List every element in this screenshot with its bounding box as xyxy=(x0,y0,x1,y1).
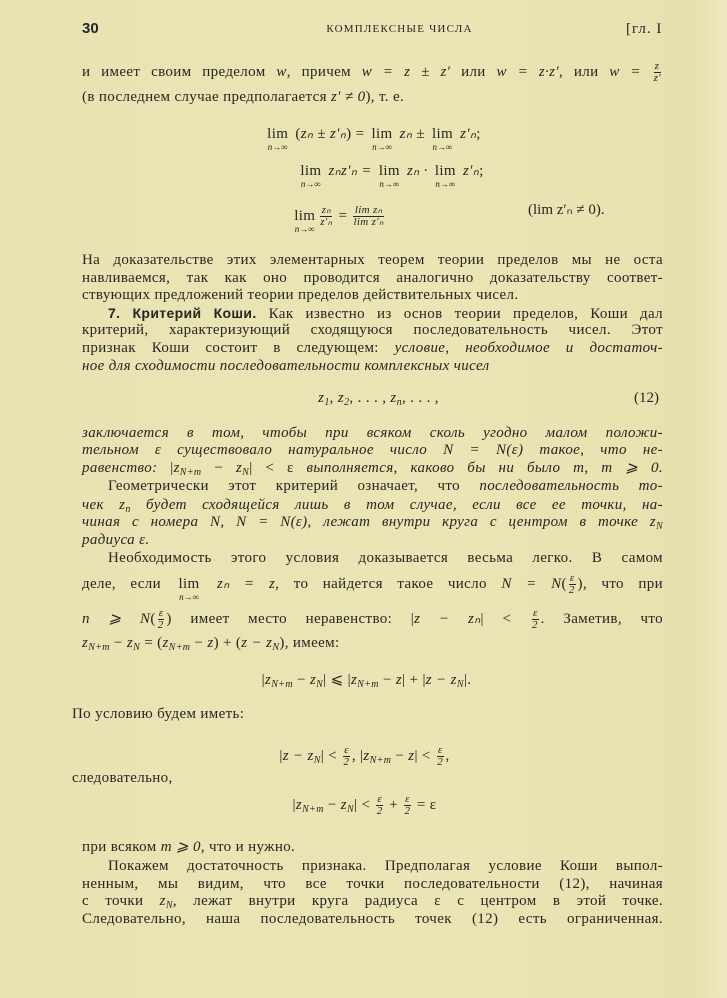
text-line xyxy=(82,88,663,106)
fraction xyxy=(569,573,576,596)
italic-text: z xyxy=(126,635,134,651)
italic-text: z − z xyxy=(425,672,457,688)
subscript: 1 xyxy=(324,397,330,408)
limit-operator xyxy=(371,125,393,152)
italic-text: w = xyxy=(609,63,652,80)
text-run: , или xyxy=(558,63,610,80)
fraction xyxy=(437,745,444,768)
subscript: N xyxy=(242,467,250,478)
limit-word: lim xyxy=(300,163,322,179)
fraction xyxy=(320,205,332,228)
running-title: КОМПЛЕКСНЫЕ ЧИСЛА xyxy=(326,23,473,35)
italic-text: N = N xyxy=(501,575,562,592)
text-line xyxy=(82,572,663,602)
text-line xyxy=(82,61,663,84)
italic-text: w = z·z′ xyxy=(496,63,559,80)
fraction xyxy=(158,608,165,631)
limit-subscript: n→∞ xyxy=(432,142,453,152)
text-line xyxy=(82,477,663,495)
italic-text: z xyxy=(207,635,214,651)
fraction-denominator: z′ₙ xyxy=(320,216,333,228)
subscript: N xyxy=(655,521,663,532)
limit-subscript: n→∞ xyxy=(294,223,315,234)
fraction xyxy=(376,794,383,817)
text-run: ), что при xyxy=(577,575,663,592)
page-number: 30 xyxy=(82,20,99,37)
text-run: , xyxy=(329,390,338,406)
italic-text: z xyxy=(390,390,397,406)
text-run: ненным, мы видим, что все точки последовательности (12), начиная xyxy=(82,876,663,892)
text-run: , . . . , xyxy=(349,390,391,406)
section-heading: 7. Критерий Коши. xyxy=(108,305,257,321)
fraction-numerator: lim zₙ xyxy=(354,204,383,216)
text-run: = ( xyxy=(140,635,163,651)
subscript: n xyxy=(125,504,131,515)
text-line xyxy=(82,875,663,893)
italic-text: равенство: xyxy=(82,460,171,476)
text-run: следовательно, xyxy=(72,770,173,786)
fraction xyxy=(532,608,539,631)
text-run: − xyxy=(109,635,127,651)
text-run: при всяком xyxy=(82,839,161,855)
text-run: = xyxy=(334,207,352,224)
fraction-numerator: ε xyxy=(344,744,349,756)
limit-word: lim xyxy=(294,207,316,224)
text-run: | < xyxy=(354,796,375,813)
text-line xyxy=(72,705,653,723)
italic-text: zₙ · xyxy=(402,163,432,179)
text-run: | < ε xyxy=(249,460,307,476)
fraction-denominator: 2 xyxy=(376,805,383,817)
italic-text: ное для сходимости последовательности комплексных чисел xyxy=(82,358,490,374)
formula-line xyxy=(88,389,669,412)
text-run: Покажем достаточность признака. Предполагая условие Коши выпол- xyxy=(108,858,663,874)
fraction-numerator: ε xyxy=(532,607,538,619)
subscript: N xyxy=(346,803,355,815)
italic-text: zₙz′ₙ = xyxy=(324,163,376,179)
text-run: ) = xyxy=(346,126,369,142)
italic-text: zₙ ± z′ₙ xyxy=(300,126,347,142)
formula-condition: (lim z′ₙ ≠ 0). xyxy=(528,202,605,218)
text-run: ), имеем: xyxy=(279,635,340,651)
limit-operator xyxy=(178,575,200,602)
italic-text: z xyxy=(159,893,166,909)
text-run: |. xyxy=(463,672,472,688)
italic-text: радиуса ε. xyxy=(82,532,150,548)
fraction xyxy=(654,61,661,84)
italic-text: n ⩾ N xyxy=(82,610,151,627)
text-run: ; xyxy=(476,126,481,142)
formula-line xyxy=(74,794,655,819)
italic-text: z xyxy=(82,635,89,651)
text-run: признак Коши состоит в следующем: xyxy=(82,340,395,356)
text-run: На доказательстве этих элементарных теорем теории пределов мы не оста xyxy=(82,252,663,268)
italic-text: тельном ε существовало натуральное число N = N(ε) такое, что не- xyxy=(82,442,663,458)
italic-text: zₙ = z, xyxy=(202,575,280,592)
subscript: N+m xyxy=(179,467,202,478)
italic-text: выполняется, каково бы ни было m, m ⩾ 0. xyxy=(306,460,663,476)
italic-text: z xyxy=(408,747,415,764)
formula-line xyxy=(82,125,663,152)
text-run: = ε xyxy=(412,796,437,813)
text-run: | ⩽ | xyxy=(323,672,351,688)
fraction-numerator: ε xyxy=(405,793,410,805)
fraction-numerator: ε xyxy=(437,744,443,756)
subscript: N xyxy=(133,642,141,653)
text-run: ( xyxy=(561,575,567,592)
italic-text: z xyxy=(363,747,370,764)
limit-word: lim xyxy=(434,163,456,179)
text-line xyxy=(82,549,663,567)
text-line xyxy=(82,424,663,442)
limit-word: lim xyxy=(431,126,454,142)
italic-text: z xyxy=(395,672,403,688)
subscript: N+m xyxy=(302,803,324,815)
subscript: n xyxy=(396,397,402,408)
subscript: N+m xyxy=(357,679,379,690)
italic-text: zₙ ± xyxy=(395,126,429,142)
text-run: Геометрически этот критерий означает, что xyxy=(108,478,480,494)
subscript: N xyxy=(165,900,173,911)
subscript: N+m xyxy=(88,642,110,653)
subscript: N xyxy=(272,642,280,653)
text-run: , лежат внутри круга радиуса ε с центром в этой точке. xyxy=(172,893,663,909)
text-line xyxy=(82,339,663,357)
fraction-numerator: ε xyxy=(377,793,383,805)
limit-operator xyxy=(294,207,316,234)
italic-text: z − z xyxy=(241,635,273,651)
formula-line xyxy=(100,162,681,189)
fraction-denominator: 2 xyxy=(404,805,411,817)
subscript: 2 xyxy=(344,397,350,408)
fraction-denominator: 2 xyxy=(531,619,538,631)
text-line xyxy=(82,357,663,375)
italic-text: z xyxy=(337,390,345,406)
fraction-denominator: 2 xyxy=(343,756,350,768)
italic-text: z xyxy=(295,796,303,813)
text-run: − xyxy=(378,672,396,688)
fraction xyxy=(353,205,383,228)
formula-line xyxy=(76,671,657,694)
text-line xyxy=(82,531,663,549)
italic-text: z′ₙ xyxy=(458,163,480,179)
italic-text: w xyxy=(276,63,287,80)
limit-subscript: n→∞ xyxy=(379,179,400,189)
text-line xyxy=(82,251,663,269)
fraction-numerator: ε xyxy=(569,572,575,584)
text-run: ) + ( xyxy=(213,635,242,651)
text-run: , . . . , xyxy=(401,390,439,406)
text-run: − xyxy=(190,635,208,651)
italic-text: z xyxy=(309,672,317,688)
italic-text: z xyxy=(350,672,358,688)
text-run: критерий, характеризующий сходящуюся последовательность чисел. Этот xyxy=(82,322,663,338)
text-run: (в последнем случае предполагается xyxy=(82,89,331,105)
limit-word: lim xyxy=(378,163,400,179)
text-run: ствующих предложений теории пределов действительных чисел. xyxy=(82,287,519,303)
subscript: N+m xyxy=(271,679,293,690)
text-line xyxy=(72,769,653,787)
italic-text: z xyxy=(235,460,243,476)
text-run: − xyxy=(391,747,409,764)
limit-subscript: n→∞ xyxy=(435,179,456,189)
text-run: и имеет своим пределом xyxy=(82,63,277,80)
limit-subscript: n→∞ xyxy=(179,591,199,602)
text-run: | + | xyxy=(402,672,426,688)
italic-text: w = z ± z′ xyxy=(361,63,451,80)
text-run: − xyxy=(201,460,236,476)
text-run: Как известно из основ теории пределов, Коши дал xyxy=(256,306,663,322)
subscript: N+m xyxy=(168,642,191,653)
text-run: или xyxy=(450,63,497,80)
text-line xyxy=(82,634,663,657)
text-run: | xyxy=(261,672,266,688)
text-run: − xyxy=(323,796,341,813)
fraction-denominator: z′ xyxy=(653,72,662,84)
text-run: | < xyxy=(480,610,530,627)
subscript: N xyxy=(313,754,321,766)
text-run: | < xyxy=(414,747,435,764)
text-run: Следовательно, наша последовательность точек (12) есть ограниченная. xyxy=(82,911,663,927)
limit-operator xyxy=(267,125,289,152)
text-line xyxy=(82,910,663,928)
subscript: N xyxy=(316,679,324,690)
text-run: с точки xyxy=(82,893,160,909)
italic-text: z xyxy=(265,672,272,688)
italic-text: z′ ≠ 0 xyxy=(331,89,366,105)
text-run: | < xyxy=(320,747,342,764)
equation-number: (12) xyxy=(634,390,659,406)
limit-operator xyxy=(431,125,454,152)
text-line xyxy=(82,286,663,304)
text-run: ( xyxy=(291,126,301,142)
italic-text: z − zₙ xyxy=(414,610,481,627)
italic-text: z xyxy=(173,460,180,476)
text-run: | xyxy=(170,460,174,476)
fraction-numerator: ε xyxy=(158,607,164,619)
italic-text: z xyxy=(162,635,169,651)
text-run: , | xyxy=(351,747,364,764)
italic-text: чек z xyxy=(82,497,126,513)
fraction-numerator: zₙ xyxy=(321,204,332,216)
limit-operator xyxy=(434,162,456,189)
limit-word: lim xyxy=(267,126,289,142)
text-run: навливаемся, так как оно проводится аналогично доказательству соответ- xyxy=(82,270,663,286)
text-run: ), т. е. xyxy=(365,89,405,105)
text-run: . Заметив, что xyxy=(540,610,663,627)
italic-text: условие, необходимое и достаточ- xyxy=(394,340,663,356)
limit-subscript: n→∞ xyxy=(267,142,288,152)
limit-subscript: n→∞ xyxy=(300,179,321,189)
text-line xyxy=(82,321,663,339)
text-line xyxy=(82,608,663,631)
subscript: N+m xyxy=(369,754,392,766)
text-run: то найдется такое число xyxy=(279,575,502,592)
fraction-denominator: 2 xyxy=(568,584,575,596)
text-run: , xyxy=(445,747,450,764)
italic-text: z xyxy=(318,390,325,406)
fraction xyxy=(404,794,411,817)
text-run: | xyxy=(279,747,283,764)
limit-operator xyxy=(300,162,322,189)
italic-text: будет сходящейся лишь в том случае, если все ее точки, на- xyxy=(130,497,663,513)
italic-text: z − z xyxy=(282,747,314,764)
text-run: + xyxy=(385,796,403,813)
text-run: , что и нужно. xyxy=(200,839,296,855)
text-run: , причем xyxy=(286,63,362,80)
chapter-label: [гл. I xyxy=(626,21,663,37)
limit-subscript: n→∞ xyxy=(372,142,392,152)
italic-text: z xyxy=(340,796,347,813)
italic-text: m ⩾ 0 xyxy=(160,839,201,855)
formula-line xyxy=(74,745,655,770)
text-run: ; xyxy=(479,163,484,179)
limit-word: lim xyxy=(371,126,393,142)
text-run: | xyxy=(292,796,296,813)
text-run: По условию будем иметь: xyxy=(72,706,245,722)
italic-text: z′ₙ xyxy=(456,126,477,142)
fraction-denominator: 2 xyxy=(437,756,444,768)
limit-operator xyxy=(378,162,400,189)
text-line xyxy=(82,838,663,856)
italic-text: чиная с номера N, N = N(ε), лежат внутри круга с центром в точке z xyxy=(82,514,656,530)
text-run: ) имеет место неравенство: | xyxy=(166,610,415,627)
fraction-denominator: 2 xyxy=(157,619,164,631)
italic-text: заключается в том, чтобы при всяком сколь угодно малом положи- xyxy=(82,425,663,441)
text-run: − xyxy=(292,672,310,688)
text-run: Необходимость этого условия доказывается весьма легко. В самом xyxy=(108,550,663,566)
text-line xyxy=(82,857,663,875)
subscript: N xyxy=(456,679,464,690)
italic-text: последовательность то- xyxy=(479,478,664,494)
fraction xyxy=(343,745,350,768)
text-run: ( xyxy=(150,610,156,627)
fraction-denominator: lim z′ₙ xyxy=(353,216,384,228)
text-line xyxy=(82,269,663,287)
text-line xyxy=(82,441,663,459)
limit-word: lim xyxy=(178,575,200,592)
fraction-numerator: z xyxy=(654,60,660,72)
text-run: деле, если xyxy=(82,575,176,592)
